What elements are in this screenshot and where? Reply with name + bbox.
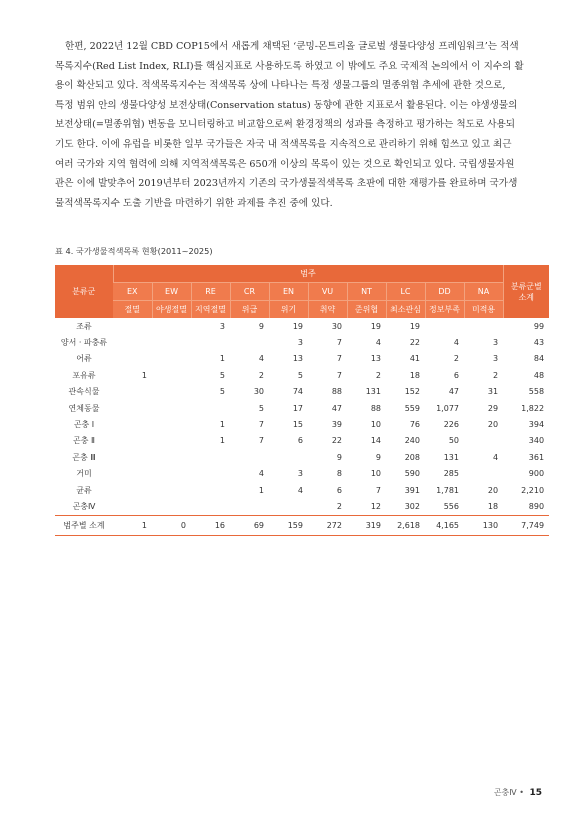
table-cell: 152 (404, 387, 420, 397)
row-subtotal: 361 (528, 452, 545, 462)
row-subtotal: 2,210 (521, 485, 545, 495)
table-cell: 4 (258, 354, 264, 364)
header-category-name: 준위협 (347, 301, 386, 319)
table-cell: 130 (464, 515, 503, 535)
table-cell (152, 433, 191, 449)
paragraph-line: 목록지수(Red List Index, RLI)를 핵심지표로 사용하도록 하였고 이 밖에도 주요 국제적 논의에서 이 지수의 활 (55, 60, 524, 72)
row-subtotal: 340 (528, 436, 545, 446)
table-cell: 302 (404, 501, 420, 511)
row-subtotal: 48 (533, 370, 545, 380)
table-cell: 7 (375, 485, 381, 495)
table-cell: 2 (453, 354, 459, 364)
table-cell: 3 (492, 354, 499, 364)
table-cell (152, 482, 191, 498)
table-cell: 1 (219, 436, 225, 446)
table-cell: 13 (370, 354, 381, 364)
table-cell: 15 (292, 420, 303, 430)
row-label: 어류 (76, 354, 92, 364)
table-cell: 41 (409, 354, 420, 364)
table-cell: 3 (492, 338, 499, 348)
table-cell: 319 (347, 515, 386, 535)
table-cell: 2,618 (386, 515, 425, 535)
table-cell: 6 (297, 436, 303, 446)
paragraph-line: 보전상태(=멸종위협) 변동을 모니터링하고 비교함으로써 환경정책의 성과를 측정하고 평가하는 척도로 사용되 (55, 119, 516, 131)
table-row (55, 384, 549, 400)
table-row (55, 433, 549, 449)
header-category-name: 미적용 (464, 301, 503, 319)
table-cell: 7 (336, 354, 342, 364)
table-cell: 13 (292, 354, 303, 364)
table-cell: 7 (258, 436, 264, 446)
table-row (55, 400, 549, 416)
table-cell (113, 466, 152, 482)
paragraph-line: 물적색목록지수 도출 기반을 마련하기 위한 과제를 추진 중에 있다. (55, 197, 333, 209)
table-cell (230, 334, 269, 350)
table-cell: 74 (292, 387, 303, 397)
row-label: 균류 (76, 485, 92, 495)
table-cell: 7 (258, 420, 264, 430)
table-cell: 50 (448, 436, 459, 446)
table-cell (191, 466, 230, 482)
header-category-name: 위기 (269, 301, 308, 319)
row-label: 양서 · 파충류 (60, 338, 108, 348)
row-label: 곤충 Ⅰ (73, 420, 95, 430)
table-cell (113, 498, 152, 515)
table-cell: 9 (336, 452, 342, 462)
table-cell: 1 (141, 370, 147, 380)
row-subtotal: 7,749 (503, 515, 549, 535)
paragraph-line: 용이 확산되고 있다. 적색목록지수는 적색목록 상에 나타나는 특정 생물그룹의 멸종위협 추세에 관한 것으로, (55, 80, 506, 92)
table-cell: 19 (292, 321, 303, 331)
table-cell (113, 416, 152, 432)
table-cell: 22 (409, 338, 420, 348)
table-cell: 4,165 (425, 515, 464, 535)
table-cell: 9 (375, 452, 381, 462)
table-cell: 1,077 (436, 403, 459, 413)
footer-separator: • (519, 788, 524, 797)
header-group: 분류군 (55, 265, 113, 318)
header-subtotal: 분류군별 소계 (503, 265, 549, 318)
table-cell (152, 384, 191, 400)
header-category-name: 최소관심 (386, 301, 425, 319)
table-cell: 272 (308, 515, 347, 535)
table-cell: 31 (487, 387, 499, 397)
table-cell: 590 (404, 469, 420, 479)
header-code: DD (425, 283, 464, 301)
table-cell: 559 (404, 403, 420, 413)
header-code: RE (191, 283, 230, 301)
header-category-name: 취약 (308, 301, 347, 319)
table-cell: 7 (336, 370, 342, 380)
table-cell: 5 (219, 370, 225, 380)
table-cell: 20 (487, 485, 499, 495)
table-cell: 30 (331, 321, 342, 331)
table-cell (113, 400, 152, 416)
header-category-name: 절멸 (113, 301, 152, 319)
table-cell: 6 (336, 485, 342, 495)
table-cell: 4 (297, 485, 303, 495)
row-label: 관속식물 (68, 387, 100, 397)
table-cell: 17 (292, 403, 303, 413)
table-cell: 7 (336, 338, 342, 348)
table-cell: 16 (191, 515, 230, 535)
table-cell: 2 (375, 370, 381, 380)
header-code: LC (386, 283, 425, 301)
table-cell (191, 400, 230, 416)
paragraph-line: 한편, 2022년 12월 CBD COP15에서 새롭게 채택된 ‘쿤밍-몬트리올 글로벌 생물다양성 프레임워크’는 적색 (65, 41, 519, 52)
row-label: 범주별 소계 (55, 515, 113, 535)
table-cell: 2 (492, 370, 499, 380)
header-code: EW (152, 283, 191, 301)
table-cell: 3 (297, 338, 303, 348)
table-cell (152, 367, 191, 383)
table-cell: 226 (443, 420, 459, 430)
row-subtotal: 558 (528, 387, 545, 397)
table-cell: 12 (370, 501, 381, 511)
table-cell (269, 449, 308, 465)
header-category-name: 정보부족 (425, 301, 464, 319)
row-label: 포유류 (72, 370, 96, 380)
paragraph-line: 특정 범위 안의 생물다양성 보전상태(Conservation status) 동향에 관한 지표로서 활용된다. 이는 야생생물의 (55, 99, 518, 111)
table-cell: 5 (219, 387, 225, 397)
table-cell (191, 449, 230, 465)
table-cell: 19 (409, 321, 420, 331)
table-row (55, 498, 549, 515)
table-cell: 4 (492, 452, 499, 462)
table-row (55, 466, 549, 482)
row-label: 곤충 Ⅱ (73, 436, 95, 446)
row-subtotal: 1,822 (521, 403, 545, 413)
table-row (55, 416, 549, 432)
header-code: NA (464, 283, 503, 301)
row-label: 연체동물 (68, 403, 100, 413)
table-cell: 47 (448, 387, 459, 397)
table-cell (152, 400, 191, 416)
header-code: CR (230, 283, 269, 301)
table-row (55, 367, 549, 383)
table-cell: 1 (219, 420, 225, 430)
table-cell: 47 (331, 403, 342, 413)
table-cell (230, 498, 269, 515)
table-cell: 14 (370, 436, 381, 446)
total-row (55, 515, 549, 535)
table-cell: 2 (336, 501, 342, 511)
table-cell: 19 (370, 321, 381, 331)
table-cell (152, 449, 191, 465)
header-code: EX (113, 283, 152, 301)
table-cell: 3 (297, 469, 303, 479)
table-row (55, 449, 549, 465)
page-footer (494, 787, 542, 798)
table-cell: 20 (487, 420, 499, 430)
table-cell: 10 (370, 420, 381, 430)
page-number: 15 (529, 788, 542, 798)
table-cell (113, 318, 152, 334)
paragraph-line: 여러 국가와 지역 협력에 의해 지역적색목록은 650개 이상의 목록이 있는 것으로 확인되고 있다. 국립생물자원 (55, 158, 515, 170)
table-cell (152, 416, 191, 432)
header-category-name: 야생절멸 (152, 301, 191, 319)
table-cell: 556 (443, 501, 459, 511)
body-paragraph (55, 37, 535, 213)
row-label: 거미 (76, 469, 92, 479)
table-cell: 131 (443, 452, 459, 462)
header-code: EN (269, 283, 308, 301)
table-cell: 0 (152, 515, 191, 535)
table-cell: 76 (409, 420, 420, 430)
table-cell: 39 (331, 420, 342, 430)
table-cell: 9 (258, 321, 264, 331)
table-cell: 8 (336, 469, 342, 479)
row-label: 조류 (76, 321, 92, 331)
table-cell (464, 318, 503, 334)
paragraph-line: 관은 이에 발맞추어 2019년부터 2023년까지 기존의 국가생물적색목록 초판에 대한 재평가를 완료하며 국가생 (55, 178, 518, 190)
table-caption: 표 4. 국가생물적색목록 현황(2011~2025) (55, 246, 213, 256)
table-cell (113, 334, 152, 350)
footer-section: 곤충Ⅳ (493, 788, 517, 797)
table-cell: 1 (219, 354, 225, 364)
table-cell (113, 351, 152, 367)
paragraph-line: 기도 한다. 이에 유럽을 비롯한 일부 국가들은 자국 내 적색목록을 지속적으로 관리하기 위해 힘쓰고 있고 최근 (55, 138, 512, 150)
table-cell: 88 (370, 403, 381, 413)
table-cell: 208 (404, 452, 420, 462)
table-cell: 5 (297, 370, 303, 380)
table-cell: 6 (453, 370, 459, 380)
table-cell: 88 (331, 387, 342, 397)
table-cell (152, 334, 191, 350)
red-list-table (55, 265, 549, 536)
table-cell: 2 (258, 370, 264, 380)
table-cell: 391 (404, 485, 420, 495)
table-cell: 18 (487, 501, 499, 511)
table-cell: 3 (219, 321, 225, 331)
row-subtotal: 890 (528, 501, 545, 511)
row-label: 곤충 Ⅲ (72, 452, 96, 462)
table-row (55, 482, 549, 498)
row-subtotal: 900 (528, 469, 545, 479)
table-cell (113, 433, 152, 449)
table-cell (230, 449, 269, 465)
table-cell: 4 (375, 338, 381, 348)
table-cell: 1,781 (436, 485, 459, 495)
table-cell: 4 (258, 469, 264, 479)
row-subtotal: 99 (533, 321, 545, 331)
table-row (55, 334, 549, 350)
row-label: 곤충Ⅳ (72, 501, 96, 511)
table-cell (191, 498, 230, 515)
table-cell: 29 (487, 403, 499, 413)
table-cell (113, 482, 152, 498)
table-cell: 5 (258, 403, 264, 413)
header-category: 범주 (113, 265, 503, 283)
table-cell: 131 (365, 387, 381, 397)
table-cell (113, 449, 152, 465)
table-cell: 159 (269, 515, 308, 535)
table-cell (152, 498, 191, 515)
header-category-name: 지역절멸 (191, 301, 230, 319)
table-cell (425, 318, 464, 334)
table-cell (464, 466, 503, 482)
row-subtotal: 43 (533, 338, 545, 348)
table-cell: 10 (370, 469, 381, 479)
table-cell: 18 (409, 370, 420, 380)
header-code: NT (347, 283, 386, 301)
row-subtotal: 394 (528, 420, 545, 430)
table-cell (191, 482, 230, 498)
table-cell: 69 (230, 515, 269, 535)
table-cell (113, 384, 152, 400)
table-cell (191, 334, 230, 350)
table-cell: 22 (331, 436, 342, 446)
table-cell (269, 498, 308, 515)
table-cell: 240 (404, 436, 420, 446)
table-cell (152, 466, 191, 482)
table-row (55, 318, 549, 334)
table-cell (152, 351, 191, 367)
table-cell: 285 (443, 469, 459, 479)
row-subtotal: 84 (533, 354, 545, 364)
table-cell: 4 (453, 338, 459, 348)
header-category-name: 위급 (230, 301, 269, 319)
table-cell (152, 318, 191, 334)
table-cell: 1 (258, 485, 264, 495)
table-cell: 30 (253, 387, 264, 397)
table-cell: 1 (113, 515, 152, 535)
table-cell (464, 433, 503, 449)
header-code: VU (308, 283, 347, 301)
table-row (55, 351, 549, 367)
